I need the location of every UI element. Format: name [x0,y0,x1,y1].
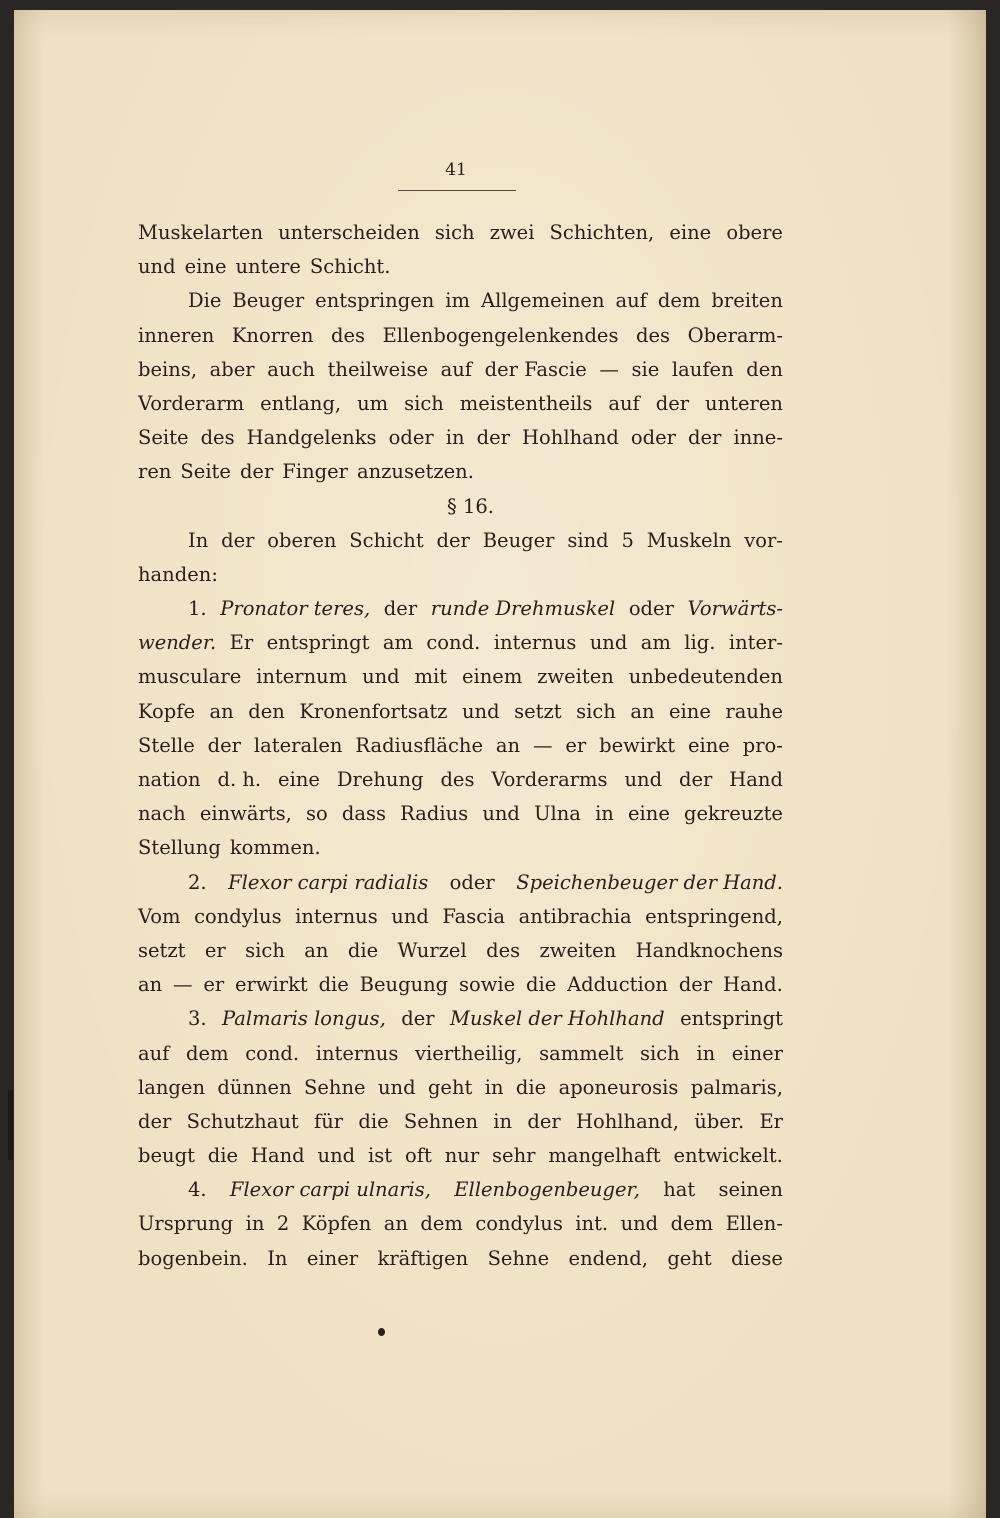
word: aber [209,357,255,381]
word: Allgemeinen [481,289,605,313]
word: Muskel der Hohlhand [450,1007,665,1031]
word: die [318,973,349,997]
word: sich [434,221,475,244]
word: sie [631,357,660,381]
word: Hand [729,768,783,791]
word: internum [256,665,348,689]
word: sich [639,1041,680,1065]
word: Ellenbogengelenkendes [382,323,619,347]
word: und [138,255,176,279]
text-line [138,319,783,353]
word: runde Drehmuskel [430,597,616,621]
word: dem [186,1041,229,1065]
word: in [484,1075,504,1099]
word: Schicht [349,528,424,552]
text-line [138,250,783,284]
word: der [207,733,241,757]
word: der [679,768,713,791]
text-line [138,353,783,387]
word: ren [138,460,172,484]
word: nach [138,802,186,826]
word: vor- [744,528,783,552]
word: oder [449,870,495,894]
word: der Fascie [484,357,587,381]
word: 2 [276,1212,290,1236]
word: Vorderarm [138,391,245,415]
word: so [305,802,328,826]
word: oder [630,426,676,450]
word: lateralen [253,733,343,757]
word: einwärts, [199,802,292,826]
word: musculare [138,665,242,689]
word: int. [575,1212,609,1236]
word: — [173,973,193,997]
word: und [482,802,520,826]
word: Muskelarten [138,221,264,244]
word: Kronenfortsatz [299,699,448,723]
word: condylus [475,1212,563,1236]
word: Hohlhand [522,426,619,450]
word: ist [368,1144,393,1168]
text-line [138,729,783,763]
text-line [138,592,783,626]
word: Vom [138,904,181,928]
word: inne- [733,426,783,450]
word: rauhe [725,699,783,723]
word: Pronator teres, [220,597,371,621]
text-line [138,1002,783,1036]
word: entspringt [266,631,370,655]
word: oberen [267,528,337,552]
word: an [383,1212,408,1236]
word: bewirkt [599,733,676,757]
word: Ellenbogenbeuger, [454,1178,640,1202]
word: und [391,904,429,928]
word: nation [138,768,201,791]
word: sind [567,528,609,552]
word: setzt [514,699,562,723]
text-line [138,1242,783,1276]
binding-shadow [8,1090,13,1160]
word: cond. [426,631,481,655]
word: und [589,631,628,655]
word: er [203,973,225,997]
word: dünnen [217,1075,292,1099]
word: des [440,768,475,791]
word: Beugung [359,973,449,997]
word: unterscheiden [278,221,420,244]
text-line [138,763,783,797]
word: dem [657,289,701,313]
word: auch [267,357,315,381]
word: die [526,973,557,997]
word: eine [687,733,730,757]
word: für [313,1109,344,1133]
word: eine [669,699,711,723]
word: sammelt [539,1041,624,1065]
word: obere [726,221,783,244]
word: viertheilig, [415,1041,523,1065]
word: an [495,733,521,757]
word: Ellen- [725,1212,783,1236]
word: Beuger [482,528,555,552]
word: und [624,768,663,791]
word: unbedeutenden [628,665,783,689]
word: sich [245,938,285,962]
word: wender. [138,631,217,655]
word: diese [731,1246,783,1270]
word: eine [669,221,712,244]
word: 3. [188,1007,207,1031]
header-rule [398,190,516,191]
word: Hohlhand, [575,1109,679,1133]
word: die [515,1075,547,1099]
word: mit [414,665,448,689]
text-line [138,421,783,455]
word: Seite [138,426,189,450]
word: 4. [188,1178,207,1202]
word: und [317,1144,356,1168]
text-line [138,831,783,865]
word: zweiten [539,938,617,962]
word: condylus [194,904,282,928]
word: geht [667,1246,712,1270]
word: sich [404,391,444,415]
word: Flexor carpi ulnaris, [229,1178,431,1202]
word: oder [628,597,674,621]
word: der [401,1007,435,1031]
word: und [377,1075,416,1099]
word: der [655,391,690,415]
word: dass [341,802,386,826]
word: Wurzel [397,938,467,962]
word: er [565,733,587,757]
word: 5 [621,528,634,552]
word: oder [388,426,434,450]
word: Er [229,631,254,655]
word: auf [608,391,640,415]
word: cond. [245,1041,300,1065]
word: zwei [489,221,535,244]
text-line [138,797,783,831]
word: In [267,1246,288,1270]
word: laufen [671,357,734,381]
word: geht [427,1075,473,1099]
word: der [436,528,470,552]
text-line [138,626,783,660]
word: breiten [711,289,783,313]
word: internus [295,904,378,928]
word: kräftigen [377,1246,469,1270]
text-line [138,900,783,934]
word: oft [405,1144,432,1168]
word: gekreuzte [684,802,783,826]
text-line [138,524,783,558]
word: dem [420,1212,463,1236]
text-line [138,1071,783,1105]
word: eine [628,802,670,826]
word: Er [759,1109,783,1133]
text-line [138,934,783,968]
word: erwirkt [235,973,308,997]
word: sich [576,699,616,723]
word: — [532,733,553,757]
word: beins, [138,357,198,381]
word: Flexor carpi radialis [228,870,429,894]
word: d. h. [217,768,262,791]
word: des [331,323,366,347]
word: Drehung [336,768,424,791]
word: auf [615,289,647,313]
word: § 16. [447,494,494,518]
word: einer [731,1041,783,1065]
word: palmaris, [690,1075,783,1099]
word: Stellung [138,836,221,860]
word: Hand [250,1144,305,1168]
text-line [138,558,783,592]
word: der [138,1109,172,1133]
text-line [138,284,783,318]
text-line [138,490,783,524]
word: beugt [138,1144,195,1168]
word: einem [461,665,523,689]
word: Radius [400,802,469,826]
word: pro- [742,733,783,757]
word: Sehnen [403,1109,479,1133]
word: Sehne [304,1075,366,1099]
word: seinen [718,1178,783,1202]
word: zweiten [537,665,614,689]
word: entlang, [260,391,342,415]
word: auf [440,357,473,381]
body-text [138,216,783,1276]
text-line [138,1105,783,1139]
word: eine [184,255,227,279]
word: am [382,631,413,655]
word: internus [493,631,577,655]
text-line [138,1173,783,1207]
word: den [248,699,285,723]
text-line [138,455,783,489]
word: mangelhaft [548,1144,661,1168]
page-number: 41 [445,160,467,180]
word: er [204,938,226,962]
word: die [347,938,379,962]
word: entspringend, [645,904,783,928]
word: dem [670,1212,714,1236]
word: und [620,1212,659,1236]
word: internus [315,1041,399,1065]
word: anzusetzen. [356,460,474,484]
word: Seite [180,460,231,484]
word: entspringen [315,289,435,313]
word: des [200,426,235,450]
text-line [138,968,783,1002]
word: der [221,528,255,552]
word: entspringt [680,1007,783,1031]
word: in [445,426,465,450]
word: Köpfen [301,1212,372,1236]
word: sowie [458,973,516,997]
word: Palmaris longus, [222,1007,386,1031]
word: langen [138,1075,206,1099]
word: um [357,391,389,415]
word: einer [306,1246,359,1270]
word: Schichten, [549,221,655,244]
word: Hand. [722,973,783,997]
word: lig. [684,631,716,655]
word: in [696,1041,716,1065]
word: im [445,289,471,313]
word: inneren [138,323,215,347]
text-line [138,660,783,694]
word: 1. [188,597,207,621]
word: in [245,1212,265,1236]
word: Handgelenks [246,426,377,450]
word: Muskeln [646,528,732,552]
word: entwickelt. [673,1144,783,1168]
word: Kopfe [138,699,196,723]
word: kommen. [229,836,321,860]
word: die [207,1144,239,1168]
word: eine [278,768,320,791]
word: Stelle [138,733,195,757]
word: unteren [705,391,783,415]
word: und [461,699,500,723]
word: auf [138,1041,170,1065]
text-line [138,1037,783,1071]
word: Vorwärts- [687,597,783,621]
word: Beuger [232,289,305,313]
word: setzt [138,938,186,962]
word: antibrachia [518,904,632,928]
word: handen: [138,562,218,586]
word: Schutzhaut [186,1109,299,1133]
word: — [599,357,619,381]
word: und [362,665,400,689]
word: Speichenbeuger der Hand. [516,870,783,894]
word: an [630,699,655,723]
word: Sehne [487,1246,550,1270]
word: über. [694,1109,745,1133]
word: Schicht. [309,255,391,279]
word: sehr [492,1144,536,1168]
word: untere [235,255,301,279]
word: Ulna [534,802,581,826]
word: Oberarm- [687,323,783,347]
word: Knorren [231,323,314,347]
word: an [138,973,163,997]
word: der [688,426,722,450]
text-line [138,866,783,900]
word: der [383,597,418,621]
word: Adduction [567,973,668,997]
word: den [746,357,783,381]
text-line [138,1207,783,1241]
word: Die [188,289,222,313]
word: theilweise [327,357,428,381]
word: an [304,938,329,962]
word: In [188,528,209,552]
word: der [678,973,713,997]
word: endend, [568,1246,648,1270]
word: aponeurosis [558,1075,679,1099]
word: inter- [728,631,783,655]
word: Finger [282,460,348,484]
word: des [486,938,521,962]
word: Fascia [442,904,506,928]
word: hat [663,1178,696,1202]
word: in [493,1109,513,1133]
word: der [527,1109,561,1133]
word: meistentheils [459,391,593,415]
word: Ursprung [138,1212,234,1236]
word: in [595,802,614,826]
text-line [138,695,783,729]
word: der [239,460,274,484]
word: an [209,699,234,723]
word: die [358,1109,389,1133]
word: Radiusfläche [355,733,484,757]
word: Vorderarms [491,768,608,791]
text-line [138,387,783,421]
text-line [138,216,783,250]
word: bogenbein. [138,1246,248,1270]
text-line [138,1139,783,1173]
word: 2. [188,870,207,894]
word: der [476,426,510,450]
word: am [640,631,671,655]
word: des [636,323,671,347]
word: Handknochens [635,938,783,962]
ink-speck [378,1328,385,1336]
word: nur [444,1144,480,1168]
